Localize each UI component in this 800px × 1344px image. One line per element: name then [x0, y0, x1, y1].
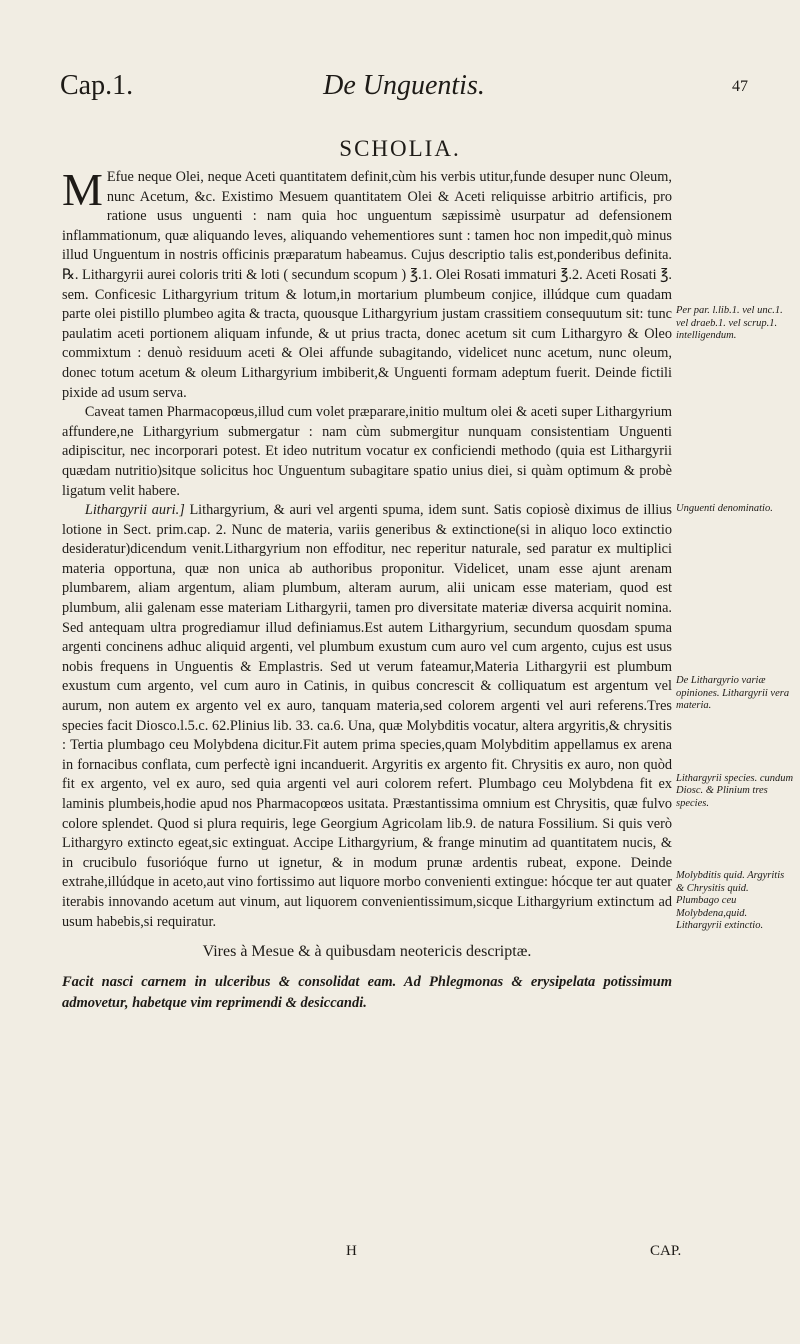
facit-statement: Facit nasci carnem in ulceribus & consolidat eam. Ad Phlegmonas & erysipelata potissimum admovetur, habetque vim reprimendi & desiccandi.	[62, 973, 672, 1011]
margin-note: Unguenti denominatio.	[676, 502, 773, 514]
margin-note: De Lithargyrio variæ opiniones. Lithargyrii vera materia.	[676, 675, 790, 711]
paragraph-1-text: Efue neque Olei, neque Aceti quantitatem definit,cùm his verbis utitur,funde desuper nunc Oleum, nunc Acetum, &c. Existimo Mesuem quantitatem Olei & Aceti reliquisse arbitrio artificis, pro ratione usus unguenti : nam quia hoc unguentum sæpissimè usurpatur ad defensionem inflammationum, quæ aliquando leves, aliquando vehementiores sunt : tamen hoc non impedit,quò minus illud Unguentum in nostris officinis præparatum habeamus. Cujus descriptio talis est,ponderibus definita. ℞. Lithargyrii aurei coloris triti & loti ( secundum scopum ) ℥.1. Olei Rosati immaturi ℥.2. Aceti Rosati ℥. sem. Conficesic Lithargyrium tritum & lotum,in mortarium plumbeum conjice, illúdque cum quadam parte olei pistillo plumbeo agita & tracta, quousque Lithargyrium justam crassitiem consequutum sit: tunc paulatim aceti portionem aliquam infunde, & ut prius tracta, donec acetum sit cum Lithargyro & Oleo commixtum : denuò residuum aceti & Olei affunde subagitando, videlicet nunc acetum, nunc oleum, donec totum acetum & oleum Lithargyrium imbiberit,& Unguenti formam adeptum fuerit. Deinde fictili pixide ad usum serva.	[62, 169, 672, 401]
drop-cap: M	[62, 164, 103, 215]
running-head	[60, 70, 748, 110]
signature-mark: H	[346, 1243, 357, 1259]
paragraph-3-lead: Lithargyrii auri.]	[84, 502, 185, 519]
main-text	[62, 164, 672, 1014]
margin-note: Lithargyrii species. cundum Diosc. & Plinium tres species.	[676, 772, 794, 809]
paragraph-3	[62, 501, 672, 932]
margin-notes	[676, 305, 794, 933]
margin-note: Per par. l.lib.1. vel unc.1. vel draeb.1. vel scrup.1. intelligendum.	[676, 305, 783, 341]
chapter-label: Cap.1.	[60, 70, 134, 101]
vires-heading: Vires à Mesue & à quibusdam neotericis descriptæ.	[202, 943, 532, 961]
paragraph-1	[62, 164, 672, 403]
paragraph-2: Caveat tamen Pharmacopœus,illud cum volet præparare,initio multum olei & aceti super Lithargyrium affundere,ne Lithargyrium submergatur : nam cùm submergitur nunquam consistentiam Unguenti adipiscitur, nec incorporari potest. Et ideo nutritum vocatur ex conficiendi methodo (quia est Lithargyrii quædam nutritio)sitque solicitus hoc Unguentum subagitare spatio unius diei, si quàm optimum & probè ligatum velit habere.	[62, 404, 672, 499]
section-title: SCHOLIA.	[339, 136, 461, 161]
catchword: CAP.	[650, 1243, 682, 1259]
page-number: 47	[732, 78, 748, 95]
running-title: De Unguentis.	[323, 70, 485, 101]
paragraph-3-text: Lithargyrium, & auri vel argenti spuma, idem sunt. Satis copiosè diximus de illius lotione in Sect. prim.cap. 2. Nunc de materia, variis generibus & extinctione(si in aliquo loco extinctio desideratur)dicendum venit.Lithargyrium non effoditur, nec reperitur naturale, sed paratur ex multiplici materia opportuna, quæ non unica ab authoribus proponitur. Videlicet, unam esse ajunt arenam plumbarem, aliam argentum, aliam plumbum, alteram aurum, alii unicam esse materiam, quod est plumbum, alii galenam esse materiam Lithargyrii, tamen pro diversitate materiæ diversa acquirit nomina. Sed antequam ultra progrediamur illud definiamus.Est autem Lithargyrium, secundum quosdam spuma argenti concinens adhuc aliquid argenti, vel plumbum exustum cum auro vel cum argento, cujus est usus nobis frequens in Unguentis & Emplastris. Sed ut verum fateamur,Materia Lithargyrii est plumbum exustum cum argento, vel cum auro in Catinis, in quibus concrescit & colliquatum est argentum vel aurum, non autem ex argento vel ex auro, tanquam materia,sed colorem argenti vel auri referens.Tres species facit Diosco.l.5.c. 62.Plinius lib. 33. ca.6. Una, quæ Molybditis vocatur, altera argyritis,& chrysitis : Tertia plumbago ceu Molybdena dicitur.Fit autem prima species,quam Molybditim appellamus ex arena in fornacibus conflata, cum perfectè igni incanduerit. Argyritis ex argento fit. Chrysitis ex auro, non quòd fit ex argento, vel ex auro, sed quia argenti vel auri colorem refert. Plumbago ceu Molybdena fit ex laminis plumbeis,hodie apud nos Pharmacopœos usitata. Præstantissima omnium est Chrysitis, quæ fulvo colore splendet. Quod si plura requiris, lege Georgium Agricolam lib.9. de natura Fossilium. Si quis verò Lithargyro extincto egeat,sic extinguat. Accipe Lithargyrium, & frange minutim ad quantitatem nucis, & in crucibulo fusorióque furno ut ignetur, & in modum prunæ ardentis rubeat, expone. Deinde extrahe,illúdque in aceto,aut vino fortissimo aut liquore morbo convenienti extingue: hócque ter aut quater iterabis innovando acetum aut vinum, aut liquorem convenientissimum,sicque Lithargyrium extinctum ad usum habebis,si requiratur.	[62, 502, 672, 930]
margin-note: Molybditis quid. Argyritis & Chrysitis quid. Plumbago ceu Molybdena,quid. Lithargyrii extinctio.	[676, 870, 785, 931]
